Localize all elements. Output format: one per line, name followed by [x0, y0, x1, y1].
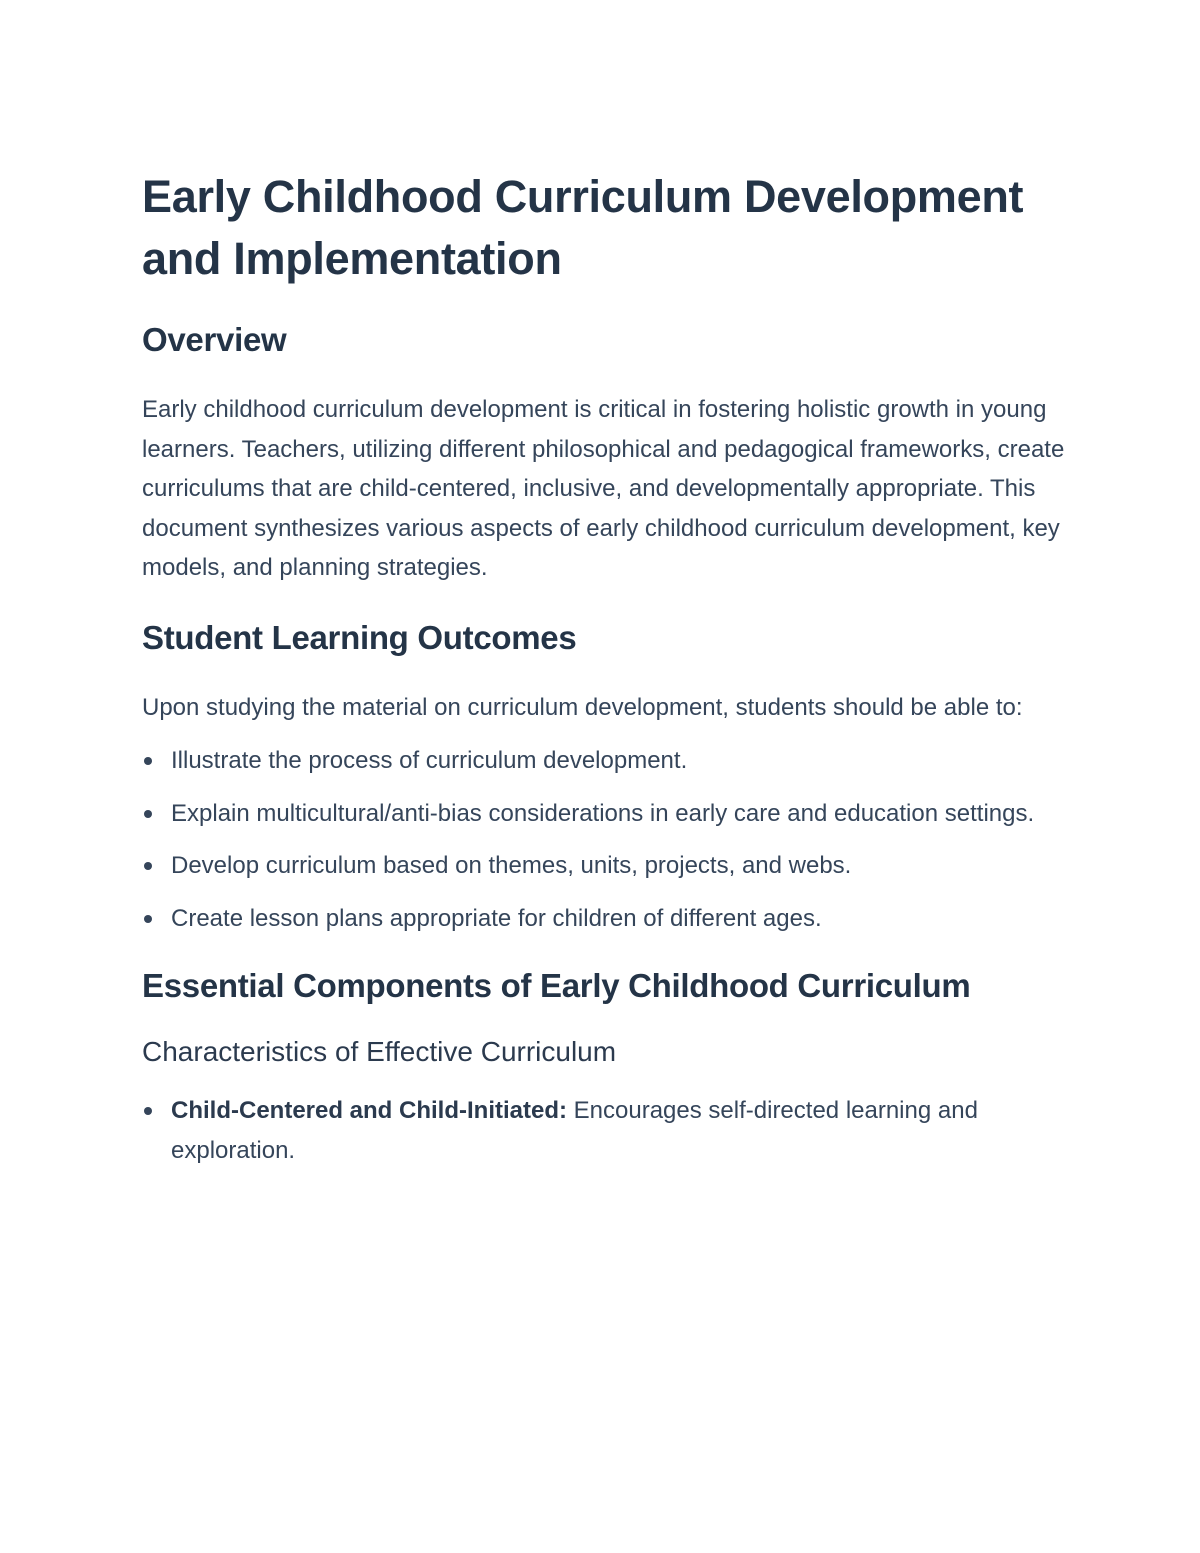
- document-title: Early Childhood Curriculum Development and Implementation: [142, 171, 1024, 284]
- list-item-text: Illustrate the process of curriculum development.: [171, 747, 688, 774]
- list-item-text: Create lesson plans appropriate for children of different ages.: [171, 904, 822, 932]
- list-item-text: Develop curriculum based on themes, units, projects, and webs.: [171, 852, 852, 879]
- list-item: [142, 794, 1072, 834]
- list-item-text: Encourages self-directed learning and exploration.: [171, 1097, 978, 1164]
- learning-outcomes-intro: Upon studying the material on curriculum development, students should be able to:: [142, 693, 1023, 721]
- list-item-term: Child-Centered and Child-Initiated:: [171, 1097, 567, 1124]
- list-item: [142, 899, 1072, 939]
- overview-paragraph: Early childhood curriculum development is critical in fostering holistic growth in young learners. Teachers, utilizing different philosophical and pedagogical frameworks, create curriculums that are child-centered, inclusive, and developmentally appropriate. This document synthesizes various aspects of early childhood curriculum development, key models, and planning strategies.: [142, 396, 1065, 581]
- characteristics-list: [142, 1091, 1072, 1170]
- learning-outcomes-list: [142, 741, 1072, 938]
- bullet-icon: [144, 757, 152, 765]
- document-page: [142, 166, 1072, 1170]
- list-item: [142, 741, 1072, 781]
- bullet-icon: [144, 1107, 152, 1115]
- list-item: [142, 1091, 1072, 1170]
- list-item: [142, 846, 1072, 886]
- learning-outcomes-heading: Student Learning Outcomes: [142, 618, 577, 656]
- characteristics-subheading: Characteristics of Effective Curriculum: [142, 1036, 617, 1067]
- components-heading: Essential Components of Early Childhood Curriculum: [142, 967, 971, 1004]
- bullet-icon: [144, 862, 152, 870]
- overview-heading: Overview: [142, 321, 287, 358]
- bullet-icon: [144, 915, 152, 923]
- list-item-text: Explain multicultural/anti-bias considerations in early care and education settings.: [171, 799, 1035, 827]
- bullet-icon: [144, 810, 152, 818]
